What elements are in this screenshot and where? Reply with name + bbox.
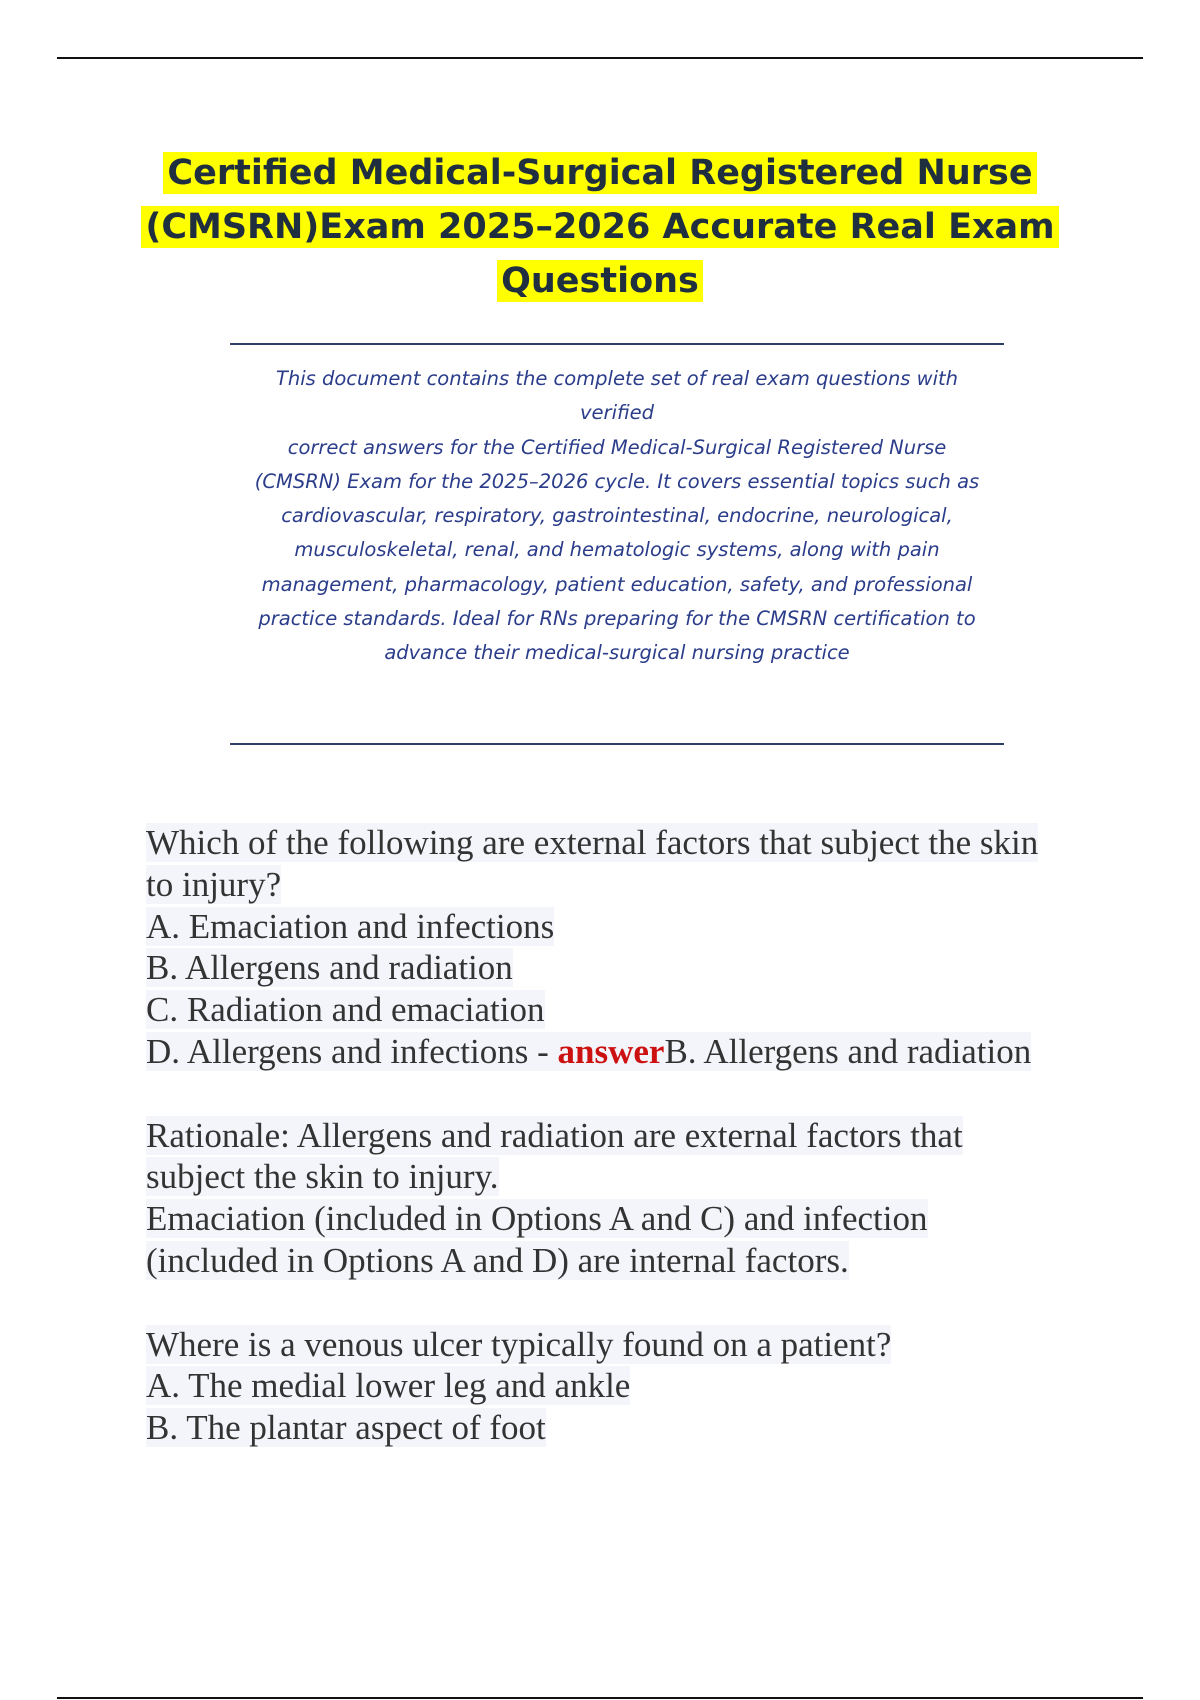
question-block — [146, 1324, 1146, 1449]
option-a: A. Emaciation and infections — [146, 906, 555, 946]
option-d-with-answer — [146, 1031, 1146, 1073]
summary-line: management, pharmacology, patient education, safety, and professional — [261, 572, 973, 596]
page-bottom-rule — [57, 1697, 1143, 1699]
question-text-line: Where is a venous ulcer typically found on a patient? — [146, 1324, 892, 1364]
option-b: B. Allergens and radiation — [146, 948, 513, 988]
question-list — [146, 822, 1146, 1449]
spacer — [146, 1073, 1146, 1115]
document-summary — [240, 362, 994, 671]
answer-keyword: answer — [557, 1031, 665, 1071]
title-highlight: (CMSRN)Exam 2025–2026 Accurate Real Exam — [141, 206, 1058, 248]
answer-text: B. Allergens and radiation — [664, 1031, 1032, 1071]
page-top-rule — [57, 57, 1143, 59]
summary-bottom-divider — [230, 743, 1004, 745]
option-b: B. The plantar aspect of foot — [146, 1408, 546, 1448]
rationale-line: subject the skin to injury. — [146, 1157, 499, 1197]
summary-line: advance their medical-surgical nursing practice — [384, 641, 850, 665]
option-d: D. Allergens and infections - — [146, 1031, 558, 1071]
title-highlight: Questions — [497, 260, 703, 302]
summary-line: musculoskeletal, renal, and hematologic systems, along with pain — [294, 538, 940, 562]
question-text-line: to injury? — [146, 864, 282, 904]
summary-top-divider — [230, 343, 1004, 345]
title-highlight: Certified Medical-Surgical Registered Nurse — [163, 152, 1036, 194]
rationale-line: (included in Options A and D) are internal factors. — [146, 1240, 849, 1280]
summary-line: practice standards. Ideal for RNs preparing for the CMSRN certification to — [258, 607, 976, 631]
question-block — [146, 822, 1146, 1282]
summary-line: correct answers for the Certified Medical-Surgical Registered Nurse — [287, 435, 947, 459]
option-a: A. The medial lower leg and ankle — [146, 1366, 631, 1406]
title-line — [140, 146, 1060, 200]
rationale-line: Emaciation (included in Options A and C) and infection — [146, 1199, 928, 1239]
document-title — [140, 146, 1060, 308]
summary-line: This document contains the complete set of real exam questions with verified — [275, 367, 959, 425]
rationale-line: Rationale: Allergens and radiation are external factors that — [146, 1115, 963, 1155]
summary-line: (CMSRN) Exam for the 2025–2026 cycle. It covers essential topics such as — [254, 469, 980, 493]
spacer — [146, 1282, 1146, 1324]
title-line — [140, 200, 1060, 254]
option-c: C. Radiation and emaciation — [146, 990, 545, 1030]
question-text-line: Which of the following are external factors that subject the skin — [146, 823, 1039, 862]
summary-line: cardiovascular, respiratory, gastrointestinal, endocrine, neurological, — [281, 504, 953, 528]
title-line — [140, 254, 1060, 308]
